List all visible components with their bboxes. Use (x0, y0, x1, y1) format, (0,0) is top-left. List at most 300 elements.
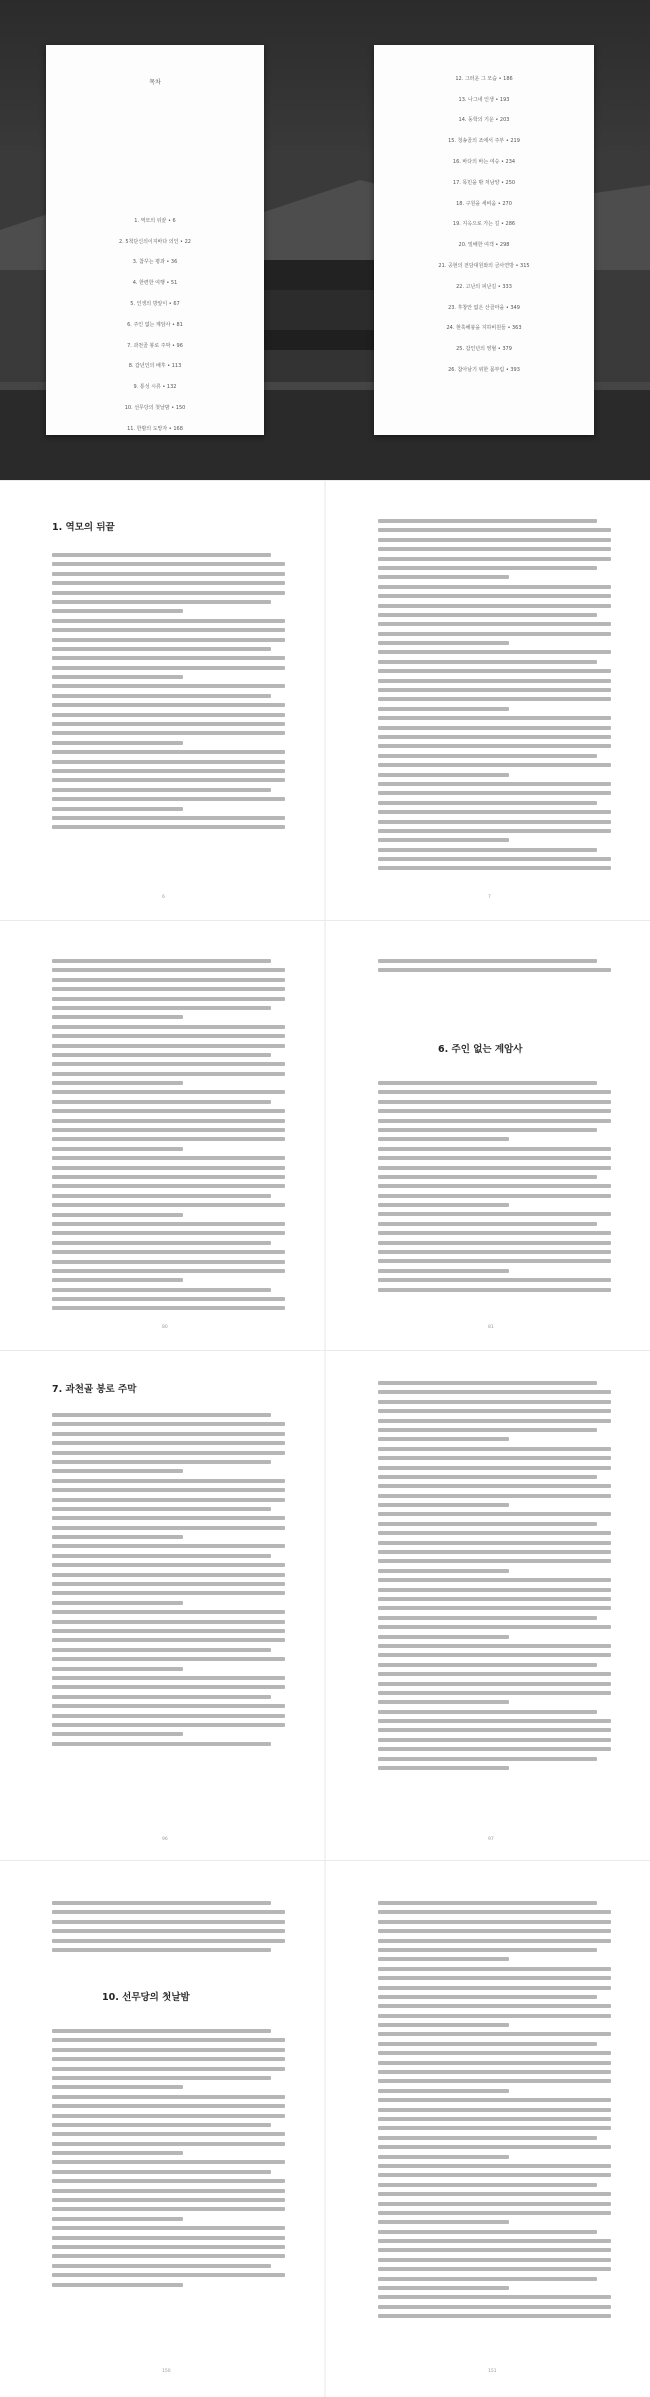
text-line (378, 754, 597, 758)
text-line (378, 1559, 611, 1563)
toc-item[interactable]: 22. 고난의 피난길 • 333 (456, 283, 512, 290)
text-line (378, 1578, 611, 1582)
text-line (378, 547, 611, 551)
text-line (378, 1738, 611, 1742)
text-line (52, 1901, 271, 1905)
text-line (52, 1601, 183, 1605)
book-page (12, 1351, 312, 1860)
text-line (52, 572, 285, 576)
book-page (12, 921, 312, 1350)
text-line (52, 1732, 183, 1736)
page-number: 81 (488, 1325, 494, 1330)
text-line (52, 1147, 183, 1151)
toc-banner (0, 0, 650, 480)
text-line (52, 600, 271, 604)
text-line (52, 769, 285, 773)
toc-item[interactable]: 19. 지옥으로 가는 길 • 286 (452, 221, 516, 228)
text-line (378, 857, 611, 861)
text-line (378, 1484, 611, 1488)
toc-item[interactable]: 5. 인생의 방앞이 • 67 (130, 301, 180, 308)
text-line (52, 1034, 285, 1038)
text-line (52, 675, 183, 679)
toc-item[interactable]: 18. 구원을 세비움 • 270 (456, 200, 512, 207)
text-line (378, 1766, 509, 1770)
toc-item[interactable]: 25. 갑인년의 영혈 • 379 (456, 346, 512, 353)
text-line (378, 1119, 611, 1123)
text-line (378, 1166, 611, 1170)
text-line (378, 744, 611, 748)
text-line (52, 2076, 271, 2080)
text-line (52, 591, 285, 595)
text-line (378, 1644, 611, 1648)
text-line (52, 1175, 285, 1179)
text-line (52, 2104, 285, 2108)
text-line (378, 1522, 597, 1526)
text-line (52, 1015, 183, 1019)
text-line (378, 1616, 597, 1620)
text-line (378, 641, 509, 645)
text-line (52, 1563, 285, 1567)
text-line (378, 763, 611, 767)
toc-item[interactable]: 17. 목민을 밖 처남양 • 250 (452, 179, 516, 186)
text-line (52, 1306, 285, 1310)
text-line (52, 1488, 285, 1492)
text-line (378, 1635, 509, 1639)
text-line (378, 2117, 611, 2121)
text-line (52, 1554, 271, 1558)
text-line (378, 791, 611, 795)
text-line (378, 1381, 597, 1385)
text-line (52, 2114, 285, 2118)
text-line (378, 1910, 611, 1914)
text-line (378, 613, 597, 617)
text-line (378, 1757, 597, 1761)
text-line (52, 1498, 285, 1502)
text-line (52, 2245, 285, 2249)
toc-item[interactable]: 2. 5척단신의이지바다 의인 • 22 (119, 238, 191, 245)
toc-item[interactable]: 12. 그러운 그 모습 • 186 (455, 75, 513, 82)
text-line (52, 638, 285, 642)
text-line (52, 1591, 285, 1595)
text-line (52, 1451, 285, 1455)
text-line (52, 959, 271, 963)
text-line (378, 679, 611, 683)
text-line (52, 684, 285, 688)
text-line (52, 1479, 285, 1483)
toc-item[interactable]: 26. 참아남기 위한 몸부림 • 393 (448, 367, 520, 374)
text-line (52, 1241, 271, 1245)
text-line (378, 1203, 509, 1207)
book-page (338, 921, 638, 1350)
text-line (52, 1231, 285, 1235)
text-line (378, 1128, 597, 1132)
text-line (378, 1259, 611, 1263)
text-line (378, 1137, 509, 1141)
text-line (52, 2038, 285, 2042)
text-line (378, 1550, 611, 1554)
text-line (378, 1606, 611, 1610)
body-text-block (52, 1901, 290, 1952)
page-number: 7 (488, 895, 491, 900)
text-line (378, 2192, 611, 2196)
text-line (378, 1400, 611, 1404)
text-line (52, 694, 271, 698)
text-line (378, 1957, 509, 1961)
text-line (52, 1582, 285, 1586)
toc-list-right (374, 68, 594, 380)
toc-item[interactable]: 23. 후창안 없은 산골마을 • 349 (448, 304, 520, 311)
text-line (52, 778, 285, 782)
text-line (52, 1535, 183, 1539)
text-line (52, 1194, 271, 1198)
text-line (378, 2277, 597, 2281)
text-line (378, 1090, 611, 1094)
text-line (378, 2126, 611, 2130)
toc-item[interactable]: 1. 역모의 뒤끝 • 6 (134, 217, 176, 224)
text-line (52, 760, 285, 764)
gutter (324, 921, 326, 1350)
text-line (52, 1053, 271, 1057)
text-line (52, 1714, 285, 1718)
text-line (52, 1432, 285, 1436)
text-line (52, 1685, 285, 1689)
text-line (52, 807, 183, 811)
text-line (378, 1948, 597, 1952)
text-line (52, 703, 285, 707)
text-line (378, 669, 611, 673)
text-line (378, 2070, 611, 2074)
text-line (378, 1437, 509, 1441)
text-line (378, 1241, 611, 1245)
text-line (378, 1503, 509, 1507)
text-line (378, 1109, 611, 1113)
text-line (52, 1062, 285, 1066)
text-line (52, 1044, 285, 1048)
text-line (378, 1475, 597, 1479)
text-line (378, 2248, 611, 2252)
text-line (378, 866, 611, 870)
text-line (378, 1682, 611, 1686)
text-line (378, 594, 611, 598)
text-line (52, 647, 271, 651)
text-line (378, 1269, 509, 1273)
toc-item[interactable]: 14. 동학의 기운 • 203 (458, 117, 510, 124)
text-line (378, 1278, 611, 1282)
text-line (378, 1512, 611, 1516)
text-line (378, 2136, 597, 2140)
text-line (52, 825, 285, 829)
text-line (52, 1250, 285, 1254)
text-line (378, 707, 509, 711)
text-line (378, 1466, 611, 1470)
text-line (378, 2202, 611, 2206)
text-line (378, 1175, 597, 1179)
text-line (52, 750, 285, 754)
text-line (52, 722, 285, 726)
page-number: 150 (162, 2369, 171, 2374)
toc-item[interactable]: 11. 한밤의 도망자 • 168 (127, 425, 183, 432)
text-line (52, 816, 285, 820)
book-page (338, 481, 638, 920)
text-line (378, 557, 611, 561)
text-line (378, 2286, 509, 2290)
text-line (52, 1288, 271, 1292)
text-line (378, 1995, 597, 1999)
text-line (52, 968, 285, 972)
text-line (378, 650, 611, 654)
text-line (52, 2029, 271, 2033)
book-spread (0, 1350, 650, 1860)
text-line (378, 575, 509, 579)
text-line (52, 2236, 285, 2240)
text-line (52, 1441, 285, 1445)
text-line (378, 1653, 611, 1657)
text-line (52, 2067, 285, 2071)
text-line (378, 848, 597, 852)
book-page (12, 481, 312, 920)
text-line (52, 1657, 285, 1661)
text-line (378, 1939, 611, 1943)
text-line (378, 2061, 611, 2065)
text-line (52, 978, 285, 982)
toc-item[interactable]: 4. 한련한 여행 • 51 (132, 280, 178, 287)
text-line (378, 1691, 611, 1695)
text-line (378, 1212, 611, 1216)
text-line (378, 2079, 611, 2083)
toc-page-right (374, 45, 594, 435)
text-line (378, 1250, 611, 1254)
text-line (52, 1516, 285, 1520)
text-line (52, 1939, 285, 1943)
toc-item[interactable]: 6. 주인 없는 계암사 • 81 (127, 321, 183, 328)
text-line (52, 1469, 183, 1473)
toc-item[interactable]: 7. 과천골 봉로 주막 • 96 (127, 342, 183, 349)
text-line (378, 2239, 611, 2243)
page-number: 97 (488, 1837, 494, 1842)
toc-heading: 목차 (149, 79, 161, 86)
text-line (52, 1278, 183, 1282)
text-line (52, 741, 183, 745)
text-line (378, 716, 611, 720)
book-spread (0, 920, 650, 1350)
text-line (52, 1119, 285, 1123)
toc-item[interactable]: 10. 선무당의 첫날밤 • 150 (124, 405, 186, 412)
page-number: 80 (162, 1325, 168, 1330)
text-line (52, 1526, 285, 1530)
text-line (52, 1638, 285, 1642)
text-line (52, 1297, 285, 1301)
text-line (52, 1667, 183, 1671)
text-line (52, 1460, 271, 1464)
text-line (378, 2258, 611, 2262)
text-line (52, 788, 271, 792)
text-line (52, 1269, 285, 1273)
text-line (52, 2132, 285, 2136)
text-line (52, 1109, 285, 1113)
text-line (52, 2179, 285, 2183)
text-line (378, 1409, 611, 1413)
text-line (378, 1747, 611, 1751)
text-line (378, 726, 611, 730)
text-line (378, 735, 611, 739)
text-line (52, 797, 285, 801)
text-line (378, 2042, 597, 2046)
text-line (52, 1203, 285, 1207)
text-line (378, 1494, 611, 1498)
text-line (52, 1413, 271, 1417)
text-line (378, 810, 611, 814)
text-line (378, 773, 509, 777)
text-line (52, 1948, 271, 1952)
text-line (52, 2142, 285, 2146)
text-line (52, 1610, 285, 1614)
chapter-title: 1. 역모의 뒤끝 (52, 522, 115, 533)
text-line (52, 2123, 271, 2127)
toc-list-left (46, 210, 264, 439)
body-text-block (52, 959, 290, 1310)
toc-item[interactable]: 24. 현혹해붕을 지하비원들 • 363 (446, 325, 522, 332)
text-line (378, 1147, 611, 1151)
toc-item[interactable]: 8. 갑년인의 배후 • 113 (128, 363, 182, 370)
text-line (52, 2151, 183, 2155)
text-line (52, 1128, 285, 1132)
text-line (52, 666, 285, 670)
text-line (378, 585, 611, 589)
toc-item[interactable]: 21. 공현의 전담대원와의 금사연방 • 315 (438, 263, 530, 270)
text-line (52, 1573, 285, 1577)
text-line (52, 2264, 271, 2268)
text-line (378, 1184, 611, 1188)
text-line (52, 1137, 285, 1141)
text-line (378, 1728, 611, 1732)
text-line (378, 1663, 597, 1667)
text-line (378, 1901, 597, 1905)
toc-page-left (46, 45, 264, 435)
text-line (52, 2207, 285, 2211)
page-number: 96 (162, 1837, 168, 1842)
text-line (52, 2273, 285, 2277)
toc-item[interactable]: 3. 참꾸는 평과 • 36 (132, 259, 178, 266)
text-line (378, 660, 597, 664)
text-line (52, 713, 285, 717)
text-line (378, 632, 611, 636)
text-line (52, 1544, 285, 1548)
text-line (378, 528, 611, 532)
text-line (378, 2295, 611, 2299)
text-line (378, 2211, 611, 2215)
text-line (52, 1081, 183, 1085)
text-line (378, 1588, 611, 1592)
text-line (52, 1156, 285, 1160)
text-line (378, 1597, 611, 1601)
gutter (324, 1351, 326, 1860)
text-line (52, 1695, 271, 1699)
text-line (378, 1541, 611, 1545)
text-line (378, 2173, 611, 2177)
text-line (52, 1100, 271, 1104)
text-line (52, 2283, 183, 2287)
text-line (52, 562, 285, 566)
text-line (378, 2004, 611, 2008)
toc-item[interactable]: 16. 바다의 바는 여승 • 234 (452, 159, 516, 166)
text-line (378, 2051, 611, 2055)
text-line (52, 1213, 183, 1217)
text-line (378, 2314, 611, 2318)
body-text-block (378, 1901, 616, 2318)
text-line (52, 2085, 183, 2089)
text-line (378, 2145, 611, 2149)
body-text-block (52, 2029, 290, 2287)
text-line (52, 1648, 271, 1652)
page-number: 151 (488, 2369, 497, 2374)
text-line (378, 688, 611, 692)
text-line (378, 1700, 509, 1704)
book-page (338, 1861, 638, 2397)
text-line (378, 1081, 597, 1085)
text-line (52, 2254, 285, 2258)
toc-item[interactable]: 13. 나그네 인생 • 193 (458, 96, 510, 103)
toc-item[interactable]: 9. 통성 시류 • 132 (133, 384, 177, 391)
text-line (378, 801, 597, 805)
text-line (52, 1910, 285, 1914)
text-line (52, 987, 285, 991)
text-line (52, 2095, 285, 2099)
book-spread (0, 1860, 650, 2397)
text-line (378, 1288, 611, 1292)
text-line (378, 2230, 597, 2234)
text-line (52, 2160, 285, 2164)
text-line (378, 2305, 611, 2309)
text-line (52, 619, 285, 623)
text-line (378, 1976, 611, 1980)
text-line (378, 1967, 611, 1971)
text-line (52, 2170, 271, 2174)
text-line (378, 1428, 597, 1432)
text-line (378, 1672, 611, 1676)
text-line (378, 2155, 509, 2159)
text-line (52, 609, 183, 613)
text-line (378, 1569, 509, 1573)
text-line (52, 2198, 285, 2202)
book-spread (0, 480, 650, 920)
chapter-title: 10. 선무당의 첫날밤 (102, 1992, 190, 2003)
text-line (378, 604, 611, 608)
text-line (378, 2014, 611, 2018)
book-page (12, 1861, 312, 2397)
toc-item[interactable]: 15. 청송골의 조에서 주부 • 219 (448, 138, 520, 145)
text-line (52, 1422, 285, 1426)
text-line (378, 1986, 611, 1990)
text-line (378, 1156, 611, 1160)
text-line (52, 1184, 285, 1188)
text-line (52, 731, 285, 735)
text-line (52, 1929, 285, 1933)
text-line (52, 2226, 285, 2230)
text-line (378, 622, 611, 626)
text-line (52, 1025, 285, 1029)
text-line (378, 1100, 611, 1104)
toc-item[interactable]: 20. 밀배한 여객 • 298 (458, 242, 510, 249)
text-line (52, 2048, 285, 2052)
text-line (52, 997, 285, 1001)
gutter (324, 481, 326, 920)
text-line (52, 656, 285, 660)
text-line (378, 959, 597, 963)
text-line (378, 1447, 611, 1451)
text-line (378, 1719, 611, 1723)
text-line (52, 1742, 271, 1746)
page-number: 6 (162, 895, 165, 900)
